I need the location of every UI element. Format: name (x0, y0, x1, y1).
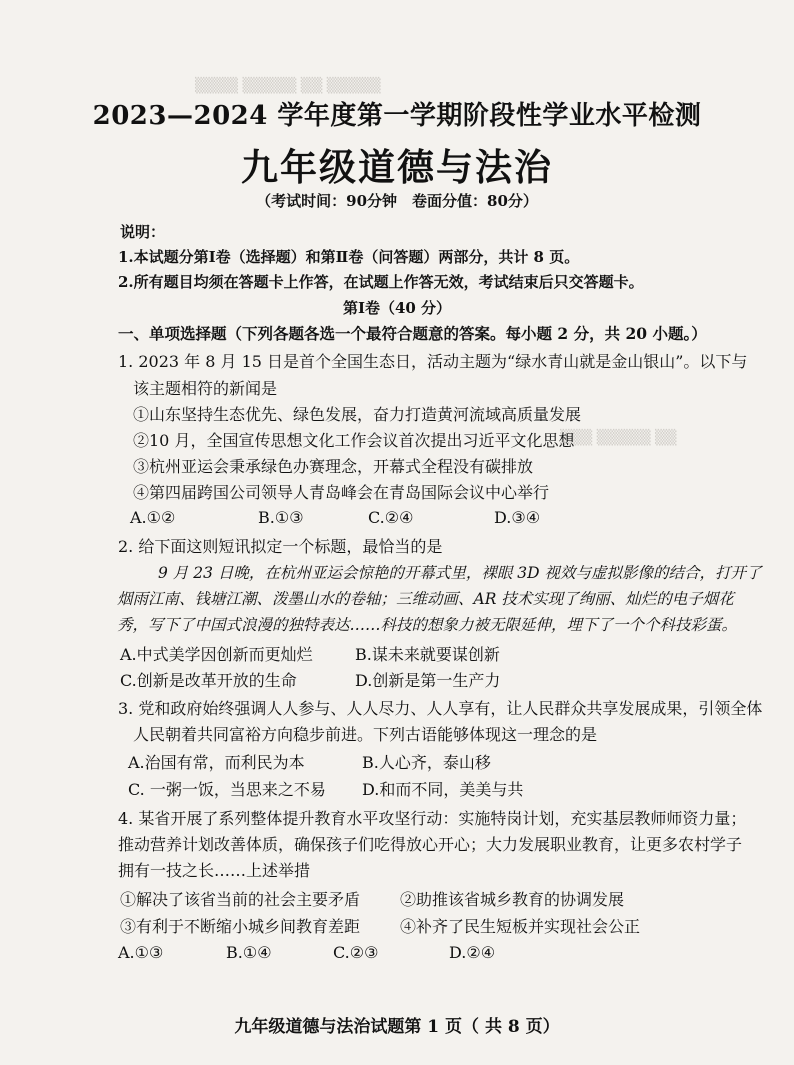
question-4-option-a: A.①③ (118, 943, 164, 962)
question-4-stem: 4. 某省开展了系列整体提升教育水平攻坚行动：实施特岗计划，充实基层教师师资力量； (118, 809, 747, 828)
part1-heading: 第Ⅰ卷（40 分） (342, 299, 452, 317)
question-1-stem: 1. 2023 年 8 月 15 日是首个全国生态日，活动主题为“绿水青山就是金山银山”。以下与 (118, 352, 748, 371)
question-1-statement: ④第四届跨国公司领导人青岛峰会在青岛国际会议中心举行 (133, 483, 550, 502)
question-1-stem: 该主题相符的新闻是 (133, 379, 278, 398)
question-2-option-d: D.创新是第一生产力 (355, 671, 501, 690)
question-4-option-b: B.①④ (226, 943, 272, 962)
instruction-item: 1.本试题分第Ⅰ卷（选择题）和第Ⅱ卷（问答题）两部分，共计 8 页。 (118, 248, 580, 266)
question-3-option-d: D.和而不同，美美与共 (362, 780, 524, 799)
question-4-option-d: D.②④ (449, 943, 496, 962)
question-3-stem: 人民朝着共同富裕方向稳步前进。下列古语能够体现这一理念的是 (133, 725, 598, 744)
question-1-statement: ②10 月，全国宣传思想文化工作会议首次提出习近平文化思想 (133, 431, 575, 450)
question-1-statement: ③杭州亚运会秉承绿色办赛理念，开幕式全程没有碳排放 (133, 457, 534, 476)
question-3-option-c: C. 一粥一饭，当思来之不易 (128, 780, 326, 799)
question-4-statement: ③有利于不断缩小城乡间教育差距 (120, 917, 361, 936)
question-4-stem: 推动营养计划改善体质，确保孩子们吃得放心开心；大力发展职业教育，让更多农村学子 (118, 835, 743, 854)
question-3-option-b: B.人心齐，泰山移 (362, 753, 491, 772)
instructions-heading: 说明： (120, 223, 166, 241)
question-4-statement: ④补齐了民生短板并实现社会公正 (400, 917, 641, 936)
question-1-option-d: D.③④ (494, 508, 541, 527)
exam-title: 2023—2024 学年度第一学期阶段性学业水平检测 (92, 101, 702, 131)
question-3-option-a: A.治国有常，而利民为本 (128, 753, 305, 772)
question-3-stem: 3. 党和政府始终强调人人参与、人人尽力、人人享有，让人民群众共享发展成果，引领全体 (118, 699, 763, 718)
exam-info: （考试时间：90分钟 卷面分值：80分） (256, 192, 538, 210)
exam-subject: 九年级道德与法治 (241, 145, 553, 189)
bleed-through-text: ▒▒▒▒ ▒▒▒▒▒ ▒▒ ▒▒▒▒▒ (195, 78, 381, 94)
question-4-statement: ①解决了该省当前的社会主要矛盾 (120, 890, 361, 909)
question-1-statement: ①山东坚持生态优先、绿色发展，奋力打造黄河流域高质量发展 (133, 405, 582, 424)
question-2-option-b: B.谋未来就要谋创新 (355, 645, 500, 664)
question-2-passage: 烟雨江南、钱塘江潮、泼墨山水的卷轴；三维动画、AR 技术实现了绚丽、灿烂的电子烟花 (117, 590, 734, 608)
question-2-passage: 9 月 23 日晚，在杭州亚运会惊艳的开幕式里，裸眼 3D 视效与虚拟影像的结合，打开了 (158, 564, 762, 582)
question-2-option-a: A.中式美学因创新而更灿烂 (120, 645, 313, 664)
section-title: 一、单项选择题（下列各题各选一个最符合题意的答案。每小题 2 分，共 20 小题。） (118, 324, 707, 343)
page-footer: 九年级道德与法治试题第 1 页（ 共 8 页） (234, 1017, 560, 1037)
question-4-option-c: C.②③ (333, 943, 379, 962)
question-1-option-a: A.①② (130, 508, 176, 527)
question-2-option-c: C.创新是改革开放的生命 (120, 671, 297, 690)
question-2-stem: 2. 给下面这则短讯拟定一个标题，最恰当的是 (118, 537, 443, 556)
question-1-option-c: C.②④ (368, 508, 414, 527)
question-1-option-b: B.①③ (258, 508, 304, 527)
bleed-through-text: ▒▒▒ ▒▒▒▒▒ ▒▒ (560, 430, 677, 446)
question-4-statement: ②助推该省城乡教育的协调发展 (400, 890, 625, 909)
question-2-passage: 秀，写下了中国式浪漫的独特表达……科技的想象力被无限延伸，埋下了一个个科技彩蛋。 (117, 616, 738, 634)
question-4-stem: 拥有一技之长……上述举措 (118, 861, 311, 880)
instruction-item: 2.所有题目均须在答题卡上作答，在试题上作答无效，考试结束后只交答题卡。 (118, 273, 644, 291)
